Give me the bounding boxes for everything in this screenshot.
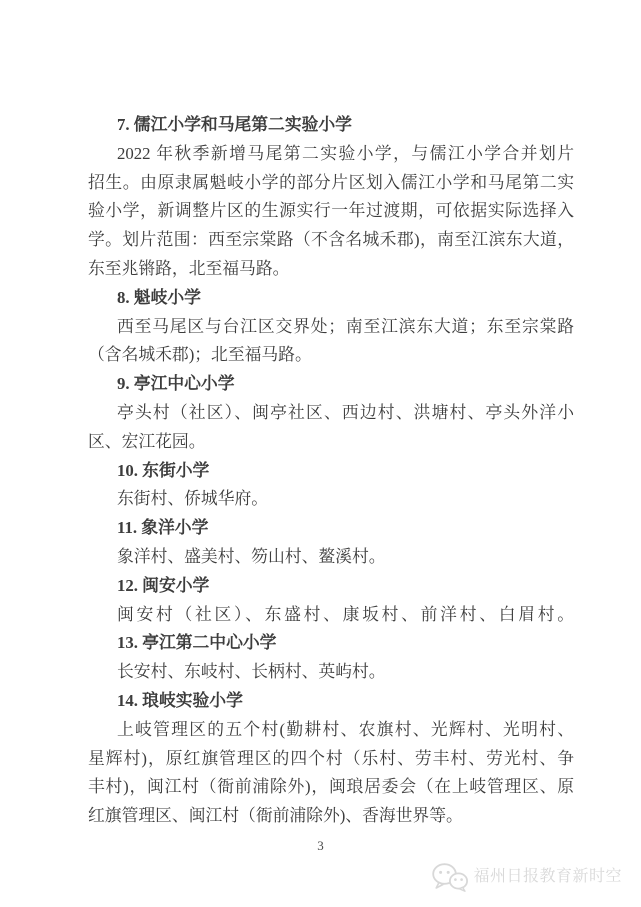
document-body — [88, 111, 574, 831]
text-line: 东街村、侨城华府。 — [117, 489, 269, 509]
text-line: 验小学，新调整片区的生源实行一年过渡期，可依据实际选择入 — [88, 201, 574, 221]
text-line: 2022 年秋季新增马尾第二实验小学，与儒江小学合并划片 — [117, 143, 574, 163]
section-heading: 12. 闽安小学 — [117, 575, 210, 595]
text-line: 亭头村（社区）、闽亭社区、西边村、洪塘村、亭头外洋小 — [117, 402, 574, 422]
section-heading: 11. 象洋小学 — [117, 518, 209, 538]
text-line: 东至兆锵路，北至福马路。 — [88, 258, 290, 278]
text-line: 招生。由原隶属魁岐小学的部分片区划入儒江小学和马尾第二实 — [88, 172, 574, 192]
watermark — [431, 862, 622, 892]
wechat-icon — [431, 862, 468, 892]
text-line: 学。划片范围：西至宗棠路（不含名城禾郡)，南至江滨东大道， — [88, 230, 574, 250]
page-number: 3 — [317, 838, 324, 853]
text-line: 上岐管理区的五个村(勤耕村、农旗村、光辉村、光明村、 — [117, 719, 574, 739]
text-line: 长安村、东岐村、长柄村、英屿村。 — [117, 662, 386, 682]
section-heading: 9. 亭江中心小学 — [117, 374, 235, 394]
section-heading: 10. 东街小学 — [117, 460, 210, 480]
text-line: 象洋村、盛美村、笏山村、鳌溪村。 — [117, 546, 386, 566]
text-line: 闽安村（社区）、东盛村、康坂村、前洋村、白眉村。 — [117, 604, 574, 624]
text-line: 西至马尾区与台江区交界处；南至江滨东大道；东至宗棠路 — [117, 316, 574, 336]
text-line: （含名城禾郡)；北至福马路。 — [88, 345, 312, 365]
section-heading: 7. 儒江小学和马尾第二实验小学 — [117, 115, 352, 134]
section-heading: 8. 魁岐小学 — [117, 287, 201, 307]
text-line: 星辉村)，原红旗管理区的四个村（乐村、劳丰村、劳光村、争 — [88, 748, 574, 768]
section-heading: 13. 亭江第二中心小学 — [117, 633, 277, 653]
section-heading: 14. 琅岐实验小学 — [117, 690, 243, 710]
text-line: 红旗管理区、闽江村（衙前浦除外)、香海世界等。 — [88, 806, 463, 826]
text-line: 丰村)，闽江村（衙前浦除外)，闽琅居委会（在上岐管理区、原 — [88, 777, 574, 797]
watermark-text: 福州日报教育新时空 — [473, 868, 622, 885]
text-line: 区、宏江花园。 — [88, 431, 206, 451]
